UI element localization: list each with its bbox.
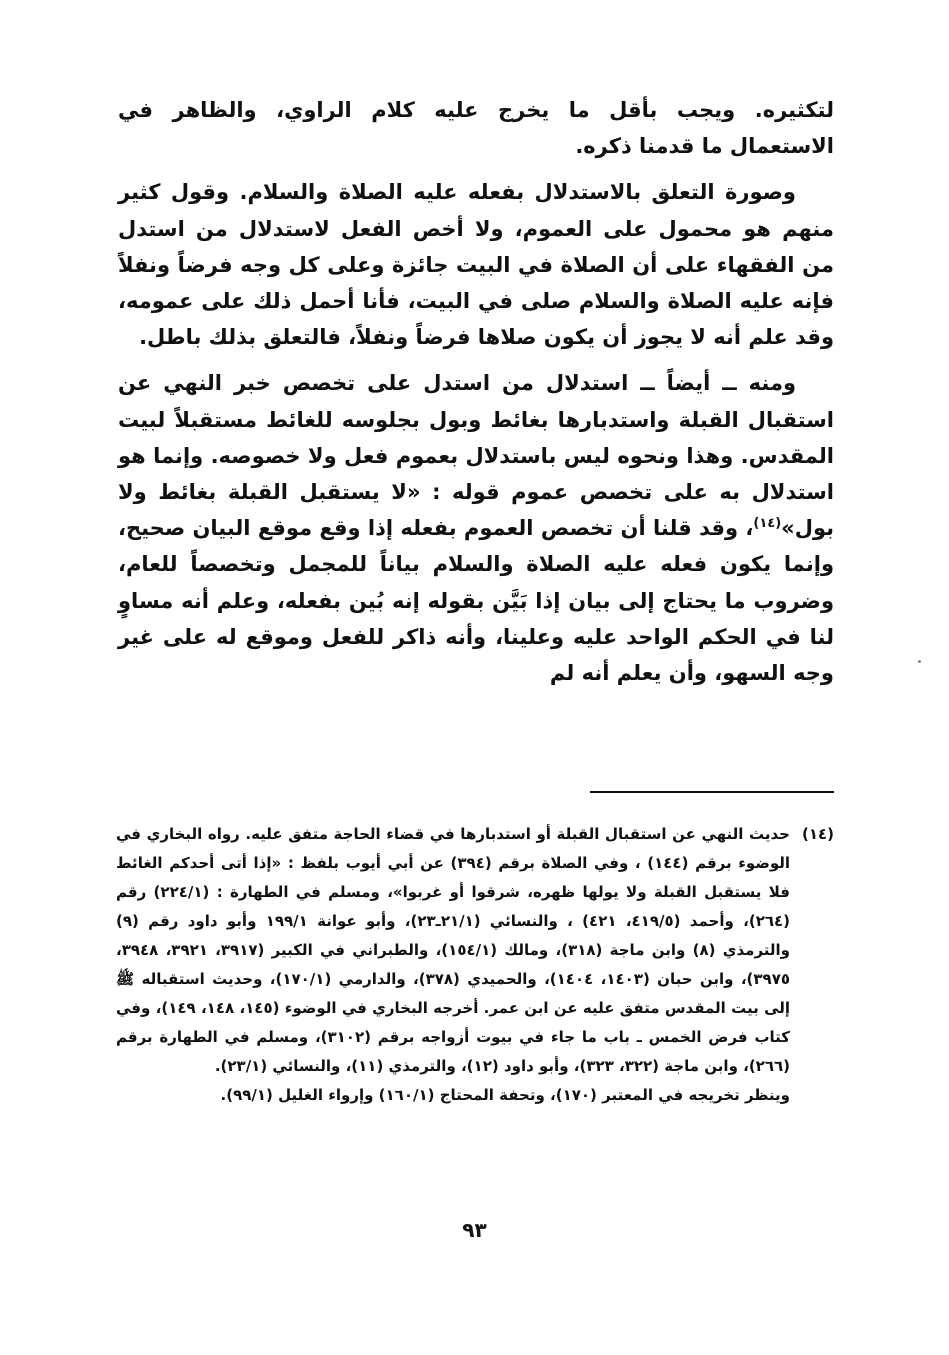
paragraph-1: لتكثيره. ويجب بأقل ما يخرج عليه كلام الراوي، والظاهر في الاستعمال ما قدمنا ذكره. (118, 98, 834, 159)
page-number: ٩٣ (462, 1218, 487, 1242)
paragraph-2: وصورة التعلق بالاستدلال بفعله عليه الصلاة والسلام. وقول كثير منهم هو محمول على العموم، ولا أخص الفعل لاستدلال من استدل من الفقهاء على أن الصلاة في البيت جائزة وعلى كل وجه فرضاً ونفلاً فإنه عليه الصلاة والسلام صلى في البيت، فأنا أحمل ذلك على عمومه، وقد علم أنه لا يجوز أن يكون صلاها فرضاً ونفلاً، فالتعلق بذلك باطل. (118, 180, 834, 350)
paragraph-3-text-b: ، وقد قلنا أن تخصص العموم بفعله إذا وقع موقع البيان صحيح، وإنما يكون فعله عليه الصلاة والسلام بياناً للمجمل وتخصصاً للعام، وضروب ما يحتاج إلى بيان إذا بَيَّن بقوله إنه بُين بفعله، وعلم أنه مساوٍ لنا في الحكم الواحد عليه وعلينا، وأنه ذاكر للفعل وموقع له على غير وجه السهو، وأن يعلم أنه لم (118, 516, 834, 686)
main-text-body (118, 92, 834, 691)
footnote-14 (116, 820, 834, 1081)
footnotes-section (116, 820, 834, 1110)
paragraph-3 (118, 365, 834, 691)
footnote-reference[interactable]: (١٤) (753, 516, 782, 532)
scan-speck (918, 660, 921, 663)
footnote-see-also: وينظر تخريجه في المعتبر (١٧٠)، وتحفة المحتاج (١٦٠/١) وإرواء الغليل (٩٩/١). (220, 1086, 790, 1104)
footnote-number: (١٤) (801, 825, 834, 843)
footnote-text: حديث النهي عن استقبال القبلة أو استدبارها في قضاء الحاجة متفق عليه. رواه البخاري في الوضوء برقم (١٤٤) ، وفي الصلاة برقم (٣٩٤) عن أبي أيوب بلفظ : «إذا أتى أحدكم الغائط فلا يستقبل القبلة ولا يولها ظهره، شرقوا أو غربوا»، ومسلم في الطهارة : (٢٢٤/١) رقم (٢٦٤)، وأحمد (٤١٩/٥، ٤٢١) ، والنسائي (٢١/١ـ٢٣)، وأبو عوانة ١٩٩/١ وأبو داود رقم (٩) والترمذي (٨) وابن ماجة (٣١٨)، ومالك (١٥٤/١)، والطبراني في الكبير (٣٩١٧، ٣٩٢١، ٣٩٤٨، ٣٩٧٥)، وابن حبان (١٤٠٣، ١٤٠٤)، والحميدي (٣٧٨)، والدارمي (١٧٠/١)، وحديث استقباله ﷺ إلى بيت المقدس متفق عليه عن ابن عمر. أخرجه البخاري في الوضوء (١٤٥، ١٤٨، ١٤٩)، وفي كتاب فرض الخمس ـ باب ما جاء في بيوت أزواجه برقم (٣١٠٢)، ومسلم في الطهارة برقم (٢٦٦)، وابن ماجة (٣٢٢، ٣٢٣)، وأبو داود (١٢)، والترمذي (١١)، والنسائي (٢٣/١). (116, 825, 791, 1075)
paragraph-3-text-a: ومنه ــ أيضاً ــ استدلال من استدل على تخصص خبر النهي عن استقبال القبلة واستدبارها بغائط وبول بجلوسه للغائط مستقبلاً لبيت المقدس. وهذا ونحوه ليس باستدلال بعموم فعل ولا خصوصه. وإنما هو استدلال به على تخصص عموم قوله : «لا يستقبل القبلة بغائط ولا بول» (118, 371, 834, 541)
footnote-separator (590, 791, 834, 793)
